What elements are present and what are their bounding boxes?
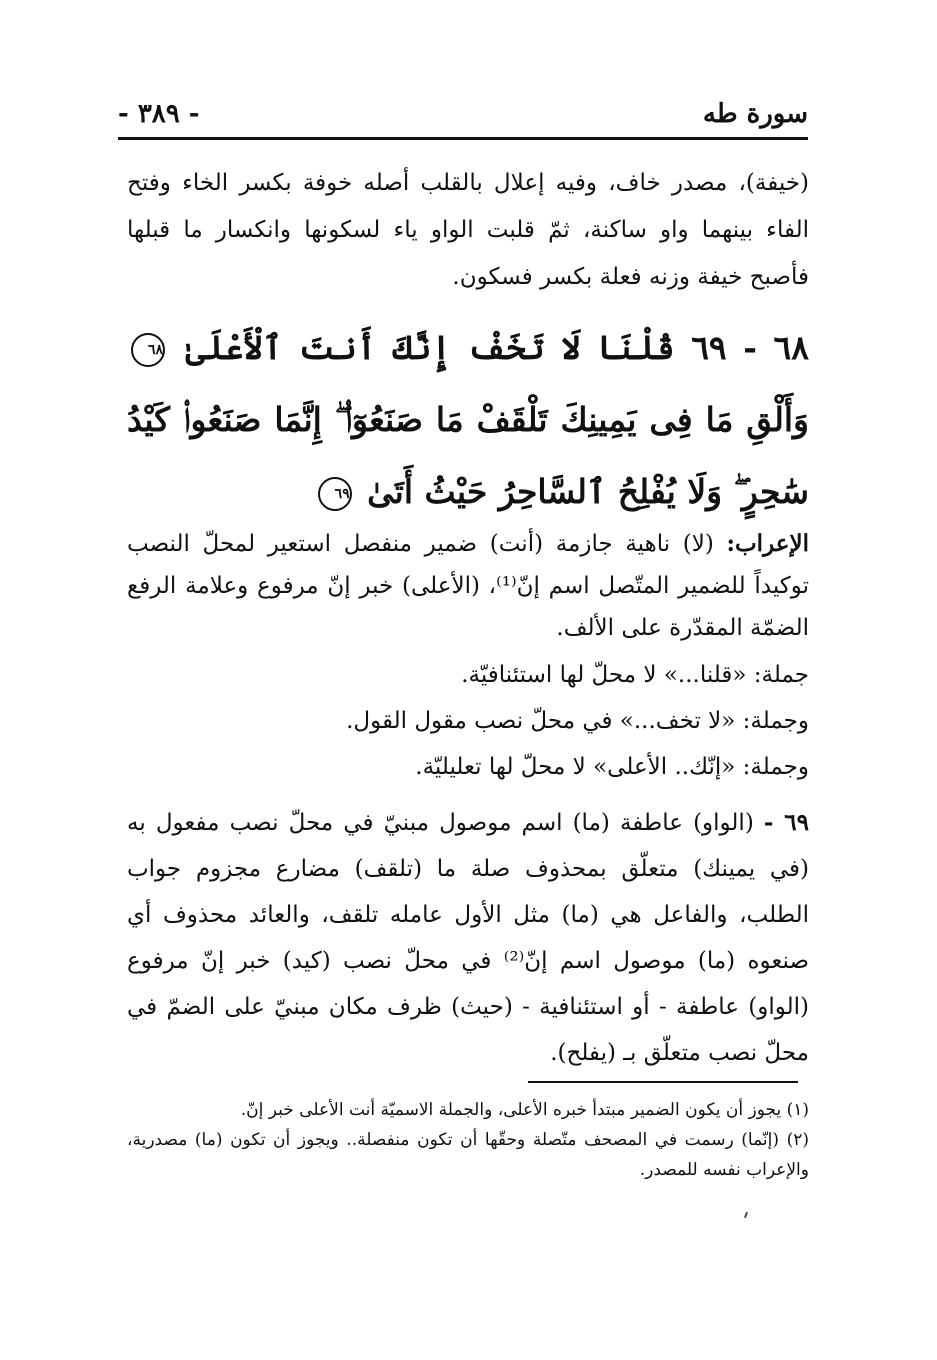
footnote-2: (٢) (إنّما) رسمت في المصحف متّصلة وحقّها أن تكون منفصلة.. ويجوز أن تكون (ما) مصدرية، والإعراب نفسه للمصدر. <box>127 1130 809 1180</box>
verse-69-text: وَأَلْقِ مَا فِى يَمِينِكَ تَلْقَفْ مَا صَنَعُوٓا۟ ۖ إِنَّمَا صَنَعُوا۟ كَيْدُ سَٰحِرٍ ۖ وَلَا يُفْلِحُ ٱلسَّاحِرُ حَيْثُ أَتَىٰ <box>127 400 809 511</box>
print-speck <box>744 1212 748 1218</box>
verse-69-analysis-text: (الواو) عاطفة (ما) اسم موصول مبنيّ في محلّ نصب مفعول به (في يمينك) متعلّق بمحذوف صلة ما (تلقف) مضارع مجزوم جواب الطلب، والفاعل هي (ما) مثل الأول عامله تلقف، والعائد محذوف أي صنعوه (ما) موصول اسم إنّ⁽²⁾ في محلّ نصب (كيد) خبر إنّ مرفوع (الواو) عاطفة - أو استئنافية - (حيث) ظرف مكان مبنيّ على الضمّ في محلّ نصب متعلّق بـ (يفلح). <box>127 810 809 1066</box>
verse-69-analysis-number: ٦٩ - <box>763 809 809 836</box>
surah-title: سورة طه <box>702 99 808 129</box>
header-rule <box>118 137 808 140</box>
verse-68-marker: ٦٨ <box>131 333 165 367</box>
sentence-analysis-item: وجملة: «إنّك.. الأعلى» لا محلّ لها تعليليّة. <box>415 754 809 780</box>
i3rab-label: الإعراب: <box>726 530 809 557</box>
page-header <box>118 94 808 134</box>
i3rab-text: (لا) ناهية جازمة (أنت) ضمير منفصل استعير لمحلّ النصب توكيداً للضمير المتّصل اسم إنّ⁽¹⁾، (الأعلى) خبر إنّ مرفوع وعلامة الرفع الضمّة المقدّرة على الألف. <box>127 531 809 641</box>
verse-69-analysis <box>127 800 809 1076</box>
i3rab-paragraph <box>127 523 809 649</box>
quran-verses <box>127 312 809 528</box>
footnote-1: (١) يجوز أن يكون الضمير مبتدأ خبره الأعلى، والجملة الاسميّة أنت الأعلى خبر إنّ. <box>240 1100 809 1120</box>
sentence-analysis-item: وجملة: «لا تخف...» في محلّ نصب مقول القول. <box>346 708 809 734</box>
verse-68-text: قُلْنَا لَا تَخَفْ إِنَّكَ أَنتَ ٱلْأَعْلَىٰ <box>185 328 675 367</box>
verse-69-marker: ٦٩ <box>318 477 352 511</box>
footnotes <box>127 1095 809 1185</box>
sentence-analysis-list <box>249 652 809 790</box>
verse-numbers: ٦٨ - ٦٩ <box>691 328 809 367</box>
page-number: - ٣٨٩ - <box>118 99 200 129</box>
footnote-rule <box>528 1081 798 1083</box>
sentence-analysis-item: جملة: «قلنا...» لا محلّ لها استئنافيّة. <box>461 662 809 688</box>
intro-paragraph: (خيفة)، مصدر خاف، وفيه إعلال بالقلب أصله خوفة بكسر الخاء وفتح الفاء بينهما واو ساكنة، ثمّ قلبت الواو ياء لسكونها وانكسار ما قبلها فأصبح خيفة وزنه فعلة بكسر فسكون. <box>127 170 809 290</box>
